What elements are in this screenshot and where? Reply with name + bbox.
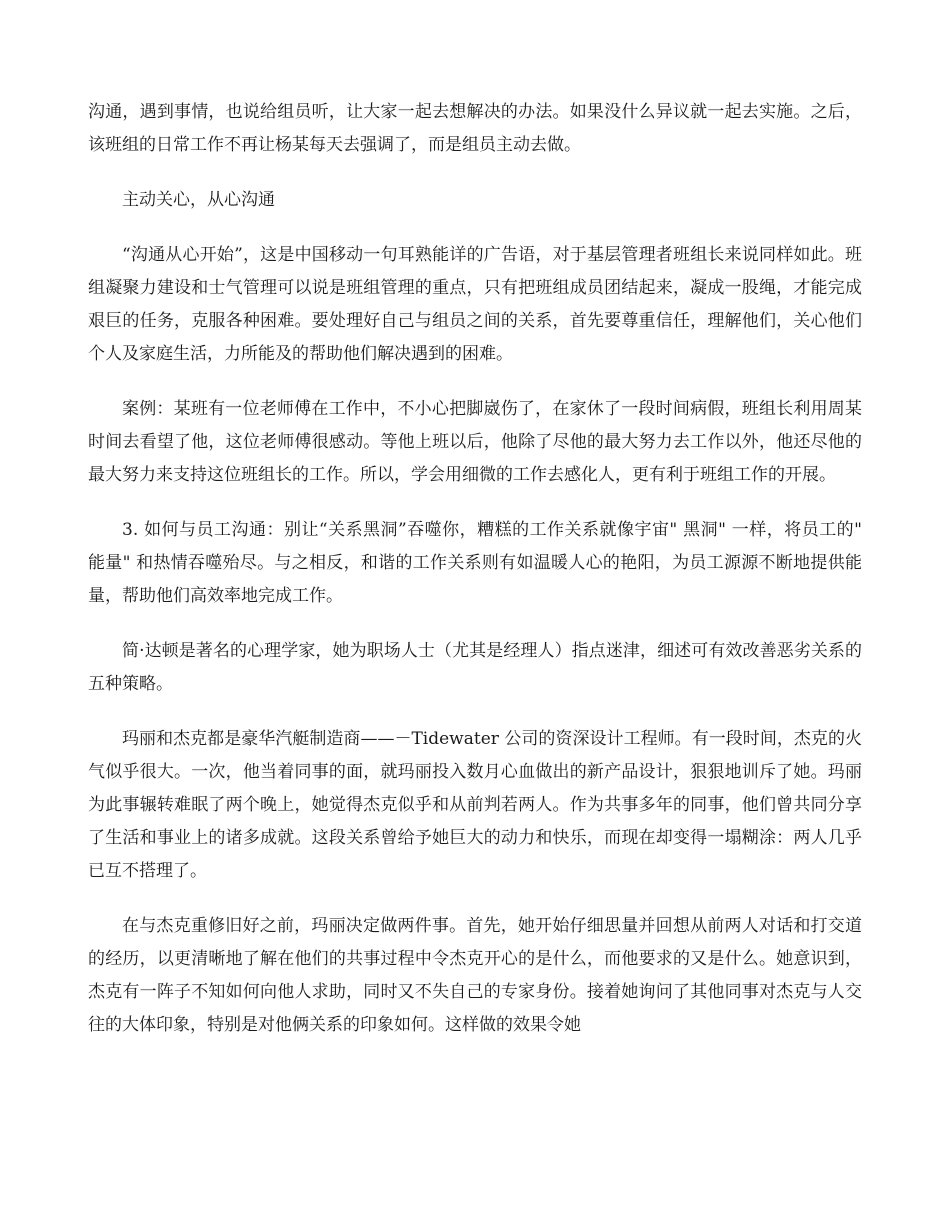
paragraph: “沟通从心开始”，这是中国移动一句耳熟能详的广告语，对于基层管理者班组长来说同样如此。班组凝聚力建设和士气管理可以说是班组管理的重点，只有把班组成员团结起来，凝成一股绳，才能完成艰巨的任务，克服各种困难。要处理好自己与组员之间的关系，首先要尊重信任，理解他们，关心他们个人及家庭生活，力所能及的帮助他们解决遇到的困难。 <box>88 245 862 364</box>
paragraph-case-example: 案例：某班有一位老师傅在工作中，不小心把脚崴伤了，在家休了一段时间病假，班组长利用周某时间去看望了他，这位老师傅很感动。等他上班以后，他除了尽他的最大努力去工作以外，他还尽他的最大努力来支持这位班组长的工作。所以，学会用细微的工作去感化人，更有利于班组工作的开展。 <box>88 399 862 485</box>
paragraph: 简·达顿是著名的心理学家，她为职场人士（尤其是经理人）指点迷津，细述可有效改善恶劣关系的五种策略。 <box>88 641 862 694</box>
section-heading: 主动关心，从心沟通 <box>122 190 275 210</box>
document-body <box>88 96 862 1064</box>
paragraph-continuation: 沟通，遇到事情，也说给组员听，让大家一起去想解决的办法。如果没什么异议就一起去实施。之后，该班组的日常工作不再让杨某每天去强调了，而是组员主动去做。 <box>88 102 862 155</box>
paragraph: 玛丽和杰克都是豪华汽艇制造商——－Tidewater 公司的资深设计工程师。有一段时间，杰克的火气似乎很大。一次，他当着同事的面，就玛丽投入数月心血做出的新产品设计，狠狠地训斥了她。玛丽为此事辗转难眠了两个晚上，她觉得杰克似乎和从前判若两人。作为共事多年的同事，他们曾共同分享了生活和事业上的诸多成就。这段关系曾给予她巨大的动力和快乐，而现在却变得一塌糊涂：两人几乎已互不搭理了。 <box>88 729 862 881</box>
paragraph-numbered-item: 3. 如何与员工沟通：别让“关系黑洞”吞噬你，糟糕的工作关系就像宇宙" 黑洞" 一样，将员工的" 能量" 和热情吞噬殆尽。与之相反，和谐的工作关系则有如温暖人心的艳阳，为员工源源不断地提供能量，帮助他们高效率地完成工作。 <box>88 520 862 606</box>
paragraph: 在与杰克重修旧好之前，玛丽决定做两件事。首先，她开始仔细思量并回想从前两人对话和打交道的经历，以更清晰地了解在他们的共事过程中令杰克开心的是什么，而他要求的又是什么。她意识到，杰克有一阵子不知如何向他人求助，同时又不失自己的专家身份。接着她询问了其他同事对杰克与人交往的大体印象，特别是对他俩关系的印象如何。这样做的效果令她 <box>88 916 862 1035</box>
